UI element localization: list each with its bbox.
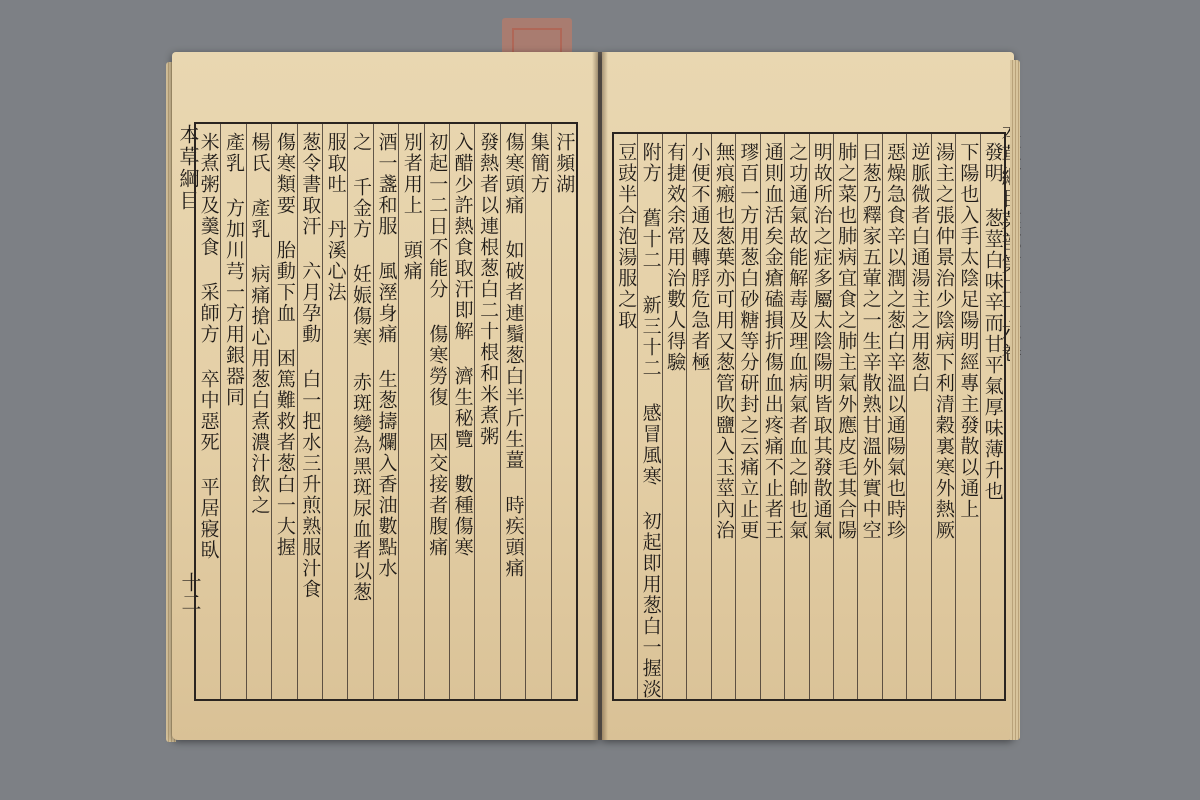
text-column: 葱令書取汗 六月孕動 白一把水三升煎熟服汁食 [297,124,322,699]
left-text-frame [194,122,578,701]
text-column: 米煮粥及羹食 采師方 卒中惡死 平居寢臥 [197,132,220,561]
text-column: 逆脈微者白通湯主之用葱白 [906,134,930,699]
right-page [602,52,1014,740]
text-column: 無痕瘢也葱葉亦可用又葱管吹鹽入玉莖內治 [711,134,735,699]
text-column: 產乳 方加川芎一方用銀器同 [220,124,245,699]
text-column: 楊氏 產乳 病痛搶心用葱白煮濃汁飲之 [246,124,271,699]
left-text-columns [196,124,576,699]
text-column: 初起一二日不能分 傷寒勞復 因交接者腹痛 [424,124,449,699]
text-column: 豆豉半合泡湯服之取 [615,142,638,331]
text-column: 曰葱乃釋家五葷之一生辛散熟甘溫外實中空 [857,134,881,699]
text-column: 之 千金方 妊娠傷寒 赤斑變為黑斑尿血者以葱 [347,124,372,699]
text-column: 別者用上 頭痛 [398,124,423,699]
text-column: 入醋少許熱食取汗即解 濟生秘覽 數種傷寒 [449,124,474,699]
left-page-folio: 十二 [178,572,202,612]
text-column: 明故所治之症多屬太陰陽明皆取其發散通氣 [809,134,833,699]
text-column: 之功通氣故能解毒及理血病氣者血之帥也氣 [784,134,808,699]
text-column: 傷寒頭痛 如破者連鬚葱白半斤生薑 時疾頭痛 [500,124,525,699]
right-text-frame [612,132,1006,701]
text-column: 惡燥急食辛以潤之葱白辛溫以通陽氣也時珍 [882,134,906,699]
text-column: 璆百一方用葱白砂糖等分研封之云痛立止更 [735,134,759,699]
text-column: 集簡方 [525,124,550,699]
text-column: 發熱者以連根葱白二十根和米煮粥 [474,124,499,699]
text-column: 附方 舊十二 新三十二 感冒風寒 初起即用葱白一握淡 [637,134,661,699]
text-column: 湯主之張仲景治少陰病下利清穀裏寒外熱厥 [931,134,955,699]
text-column: 酒一盞和服 風溼身痛 生葱擣爛入香油數點水 [373,124,398,699]
text-column: 小便不通及轉脬危急者極 [686,134,710,699]
text-column: 肺之菜也肺病宜食之肺主氣外應皮毛其合陽 [833,134,857,699]
text-column: 傷寒類要 胎動下血 困篤難救者葱白一大握 [271,124,296,699]
left-page [172,52,598,740]
open-book [172,52,1018,752]
book-gutter [592,52,608,740]
text-column: 通則血活矣金瘡磕損折傷血出疼痛不止者王 [760,134,784,699]
text-column: 發明 葱莖白味辛而甘平氣厚味薄升也 [980,134,1004,699]
right-text-columns [614,134,1004,699]
left-page-header: 本草綱目 [176,124,200,212]
text-column: 有捷效余常用治數人得驗 [662,134,686,699]
right-page-edge [1010,60,1020,740]
text-column: 下陽也入手太陰足陽明經專主發散以通上 [955,134,979,699]
text-column: 服取吐 丹溪心法 [322,124,347,699]
text-column: 汗頻湖 [551,124,576,699]
